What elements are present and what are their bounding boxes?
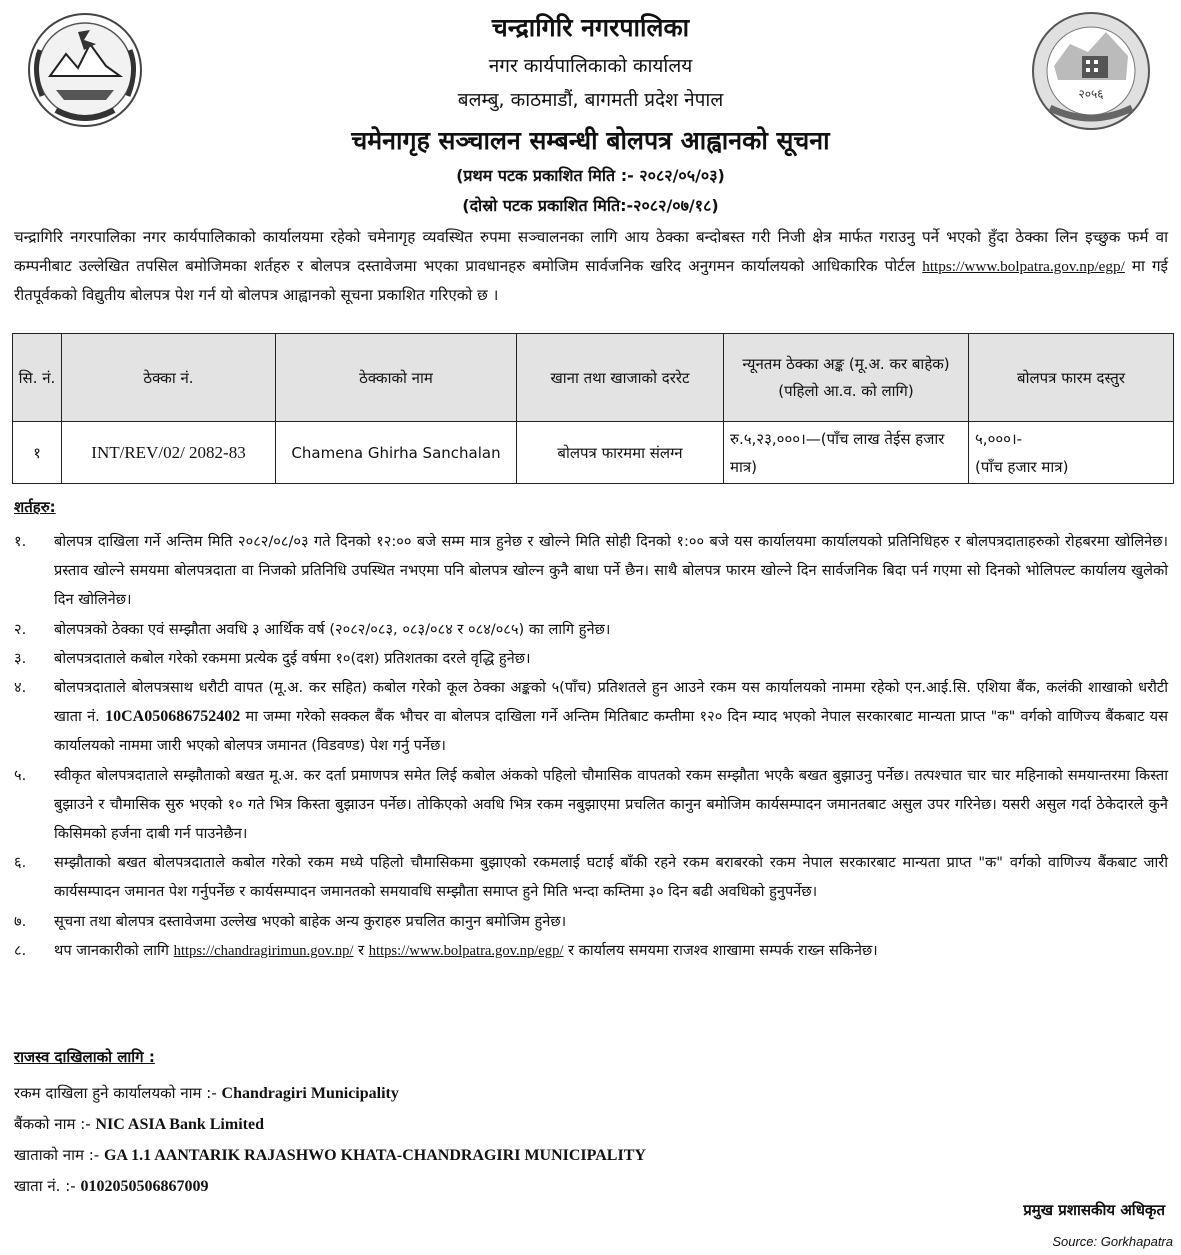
item-text bbox=[54, 673, 1168, 761]
item-number: ५. bbox=[14, 766, 27, 784]
source-credit: Source: Gorkhapatra bbox=[1052, 1234, 1173, 1249]
list-item bbox=[14, 936, 1168, 966]
office-name: नगर कार्यपालिकाको कार्यालय bbox=[488, 55, 693, 77]
item-text: बोलपत्रदाताले कबोल गरेको रकममा प्रत्येक दुई वर्षमा १०(दश) प्रतिशतका दरले वृद्धि हुनेछ। bbox=[54, 649, 531, 667]
revenue-account-number-line bbox=[14, 1171, 646, 1202]
deposit-account-number: 10CA050686752402 bbox=[105, 708, 241, 726]
list-item bbox=[14, 644, 1168, 673]
intro-text-a: चन्द्रागिरि नगरपालिका नगर कार्यपालिकाको कार्यालयमा रहेको चमेनागृह व्यवस्थित रुपमा सञ्चालनका लागि आय ठेक्का बन्दोबस्त गरी निजी क्षेत्र मार्फत गराउनु पर्ने भएको हुँदा ठेक्का लिन इच्छुक फर्म वा कम्पनीबाट उल्लेखित तपसिल बमोजिमका शर्तहरु र बोलपत्र दस्तावेजमा भएका प्रावधानहरु बमोजिम सार्वजनिक खरिद अनुगमन कार्यालयको आधिकारिक पोर्टल bbox=[14, 228, 1168, 275]
office-value: Chandragiri Municipality bbox=[221, 1085, 399, 1102]
fee-words: (पाँच हजार मात्र) bbox=[975, 457, 1069, 476]
item-text-b: र कार्यालय समयमा राजश्व शाखामा सम्पर्क राख्न सकिनेछ। bbox=[568, 941, 878, 959]
revenue-title: राजस्व दाखिलाको लागि : bbox=[14, 1048, 155, 1066]
intro-text-b: मा गई रीतपूर्वकको विद्युतीय बोलपत्र पेश गर्न यो बोलपत्र आह्वानको सूचना प्रकाशित गरिएको छ । bbox=[14, 257, 1169, 304]
second-published-date: (दोस्रो पटक प्रकाशित मिति:-२०८२/०७/१८) bbox=[462, 196, 719, 215]
col-sn: सि. नं. bbox=[13, 334, 62, 422]
cell-contract-no: INT/REV/02/ 2082-83 bbox=[62, 422, 276, 484]
list-item bbox=[14, 673, 1168, 761]
cell-min-amount: रु.५,२३,०००।—(पाँच लाख तेईस हजार मात्र) bbox=[724, 422, 969, 484]
tender-table bbox=[12, 333, 1174, 484]
item-number: ८. bbox=[14, 941, 27, 959]
signatory-title: प्रमुख प्रशासकीय अधिकृत bbox=[1023, 1201, 1165, 1219]
cell-contract-name: Chamena Ghirha Sanchalan bbox=[276, 422, 517, 484]
list-item bbox=[14, 761, 1168, 849]
item-number: १. bbox=[14, 533, 27, 550]
account-number-value: 0102050506867009 bbox=[80, 1178, 209, 1195]
office-label: रकम दाखिला हुने कार्यालयको नाम :- bbox=[14, 1084, 217, 1102]
item-text-a: बोलपत्रदाताले बोलपत्रसाथ धरौटी वापत (मू.अ. कर सहित) कबोल गरेको कूल ठेक्का अङ्कको ५(पाँच) प्रतिशतले हुन आउने रकम यस कार्यालयको नाममा रहेको एन.आई.सि. एशिया बैंक, कलंकी शाखाको धरौटी खाता नं. bbox=[54, 679, 1168, 726]
col-fee: बोलपत्र फारम दस्तुर bbox=[969, 334, 1174, 422]
bolpatra-portal-link[interactable]: https://www.bolpatra.gov.np/egp/ bbox=[922, 258, 1125, 275]
item-text-a: थप जानकारीको लागि bbox=[54, 941, 169, 959]
office-address: बलम्बु, काठमाडौं, बागमती प्रदेश नेपाल bbox=[457, 89, 724, 111]
item-text: बोलपत्र दाखिला गर्ने अन्तिम मिति २०८२/०८/०३ गते दिनको १२:०० बजे सम्म मात्र हुनेछ र खोल्ने मिति सोही दिनको १:०० बजे यस कार्यालयमा कार्यालयको प्रतिनिधिहरु र बोलपत्रदाताहरुको रोहबरमा खोलिनेछ। प्रस्ताव खोल्ने समयमा बोलपत्रदाता वा निजको प्रतिनिधि उपस्थित नभएमा पनि बोलपत्र खोल्न कुनै बाधा पर्ने छैन। साथै बोलपत्र फारम खोल्ने दिन सार्वजनिक बिदा पर्न गएमा सो दिनको भोलिपल्ट कार्यालय खुलेको दिन खोलिनेछ। bbox=[54, 533, 1168, 609]
revenue-account-name-line bbox=[14, 1140, 646, 1171]
account-name-label: खाताको नाम :- bbox=[14, 1146, 100, 1164]
list-item bbox=[14, 527, 1168, 615]
revenue-office-line bbox=[14, 1078, 646, 1109]
bank-value: NIC ASIA Bank Limited bbox=[95, 1116, 264, 1133]
fee-amount: ५,०००।- bbox=[975, 429, 1023, 448]
municipality-name: चन्द्रागिरि नगरपालिका bbox=[491, 13, 690, 42]
item-text: सूचना तथा बोलपत्र दस्तावेजमा उल्लेख भएको बाहेक अन्य कुराहरु प्रचलित कानुन बमोजिम हुनेछ। bbox=[54, 912, 567, 930]
list-item bbox=[14, 907, 1168, 936]
item-number: ३. bbox=[14, 649, 27, 667]
item-text: बोलपत्रको ठेक्का एवं सम्झौता अवधि ३ आर्थिक वर्ष (२०८२/०८३, ०८३/०८४ र ०८४/०८५) का लागि हुनेछ। bbox=[54, 620, 611, 638]
bank-label: बैंकको नाम :- bbox=[14, 1115, 91, 1133]
item-text: स्वीकृत बोलपत्रदाताले सम्झौताको बखत मू.अ. कर दर्ता प्रमाणपत्र समेत लिई कबोल अंकको पहिलो चौमासिक वापतको रकम सम्झौता भएकै बखत बुझाउनु पर्नेछ। तत्पश्चात चार चार महिनाको समयान्तरमा किस्ता बुझाउने र चौमासिक सुरु भएको १० गते भित्र किस्ता बुझाउन पर्नेछ। तोकिएको अवधि भित्र रकम नबुझाएमा प्रचलित कानुन बमोजिम कार्यसम्पादन जमानतबाट असुल उपर गरिनेछ। यसरी असुल गर्दा ठेकेदारले कुनै किसिमको हर्जना दाबी गर्न पाउनेछैन। bbox=[54, 766, 1168, 843]
item-number: ६. bbox=[14, 854, 27, 872]
municipality-website-link[interactable]: https://chandragirimun.gov.np/ bbox=[173, 942, 354, 959]
emblem-year: २०५६ bbox=[1078, 87, 1104, 101]
cell-sn: १ bbox=[13, 422, 62, 484]
item-number: ४. bbox=[14, 679, 27, 697]
list-item bbox=[14, 848, 1168, 906]
list-item bbox=[14, 615, 1168, 644]
item-number: ७. bbox=[14, 912, 27, 930]
item-text bbox=[54, 936, 1168, 966]
item-text-mid: र bbox=[358, 941, 365, 959]
col-contract-name: ठेक्काको नाम bbox=[276, 334, 517, 422]
cell-fee bbox=[969, 422, 1174, 484]
conditions-list bbox=[14, 527, 1168, 966]
bolpatra-portal-link-2[interactable]: https://www.bolpatra.gov.np/egp/ bbox=[368, 942, 564, 959]
col-min-amount: न्यूनतम ठेक्का अङ्क (मू.अ. कर बाहेक)(पहिलो आ.व. को लागि) bbox=[724, 334, 969, 422]
table-row bbox=[13, 422, 1174, 484]
item-text-b: मा जम्मा गरेको सक्कल बैंक भौचर वा बोलपत्र दाखिला गर्ने अन्तिम मितिबाट कम्तीमा १२० दिन म्याद भएको नेपाल सरकारबाट मान्यता प्राप्त "क" वर्गको वाणिज्य बैंकबाट यस कार्यालयको नाममा जारी भएको बोलपत्र जमानत (विडवण्ड) पेश गर्नु पर्नेछ। bbox=[54, 708, 1169, 755]
conditions-title: शर्तहरु: bbox=[14, 498, 56, 516]
account-name-value: GA 1.1 AANTARIK RAJASHWO KHATA-CHANDRAGIRI MUNICIPALITY bbox=[103, 1147, 646, 1164]
notice-title: चमेनागृह सञ्चालन सम्बन्धी बोलपत्र आह्वानको सूचना bbox=[351, 126, 830, 155]
intro-paragraph bbox=[14, 223, 1168, 310]
cell-rate: बोलपत्र फारममा संलग्न bbox=[517, 422, 724, 484]
first-published-date: (प्रथम पटक प्रकाशित मिति :- २०८२/०५/०३) bbox=[456, 166, 725, 185]
account-number-label: खाता नं. :- bbox=[14, 1177, 76, 1195]
item-text: सम्झौताको बखत बोलपत्रदाताले कबोल गरेको रकम मध्ये पहिलो चौमासिकमा बुझाएको रकमलाई घटाई बाँकी रहने रकम बराबरको रकम नेपाल सरकारबाट मान्यता प्राप्त "क" वर्गको वाणिज्य बैंकबाट जारी कार्यसम्पादन जमानत पेश गर्नुपर्नेछ र कार्यसम्पादन जमानतको समयावधि सम्झौता समाप्त हुने मिति भन्दा कम्तिमा ३० दिन बढी अवधिको हुनुपर्नेछ। bbox=[54, 854, 1168, 901]
revenue-details bbox=[14, 1078, 646, 1202]
col-contract-no: ठेक्का नं. bbox=[62, 334, 276, 422]
col-rate: खाना तथा खाजाको दररेट bbox=[517, 334, 724, 422]
revenue-bank-line bbox=[14, 1109, 646, 1140]
item-number: २. bbox=[14, 620, 27, 638]
